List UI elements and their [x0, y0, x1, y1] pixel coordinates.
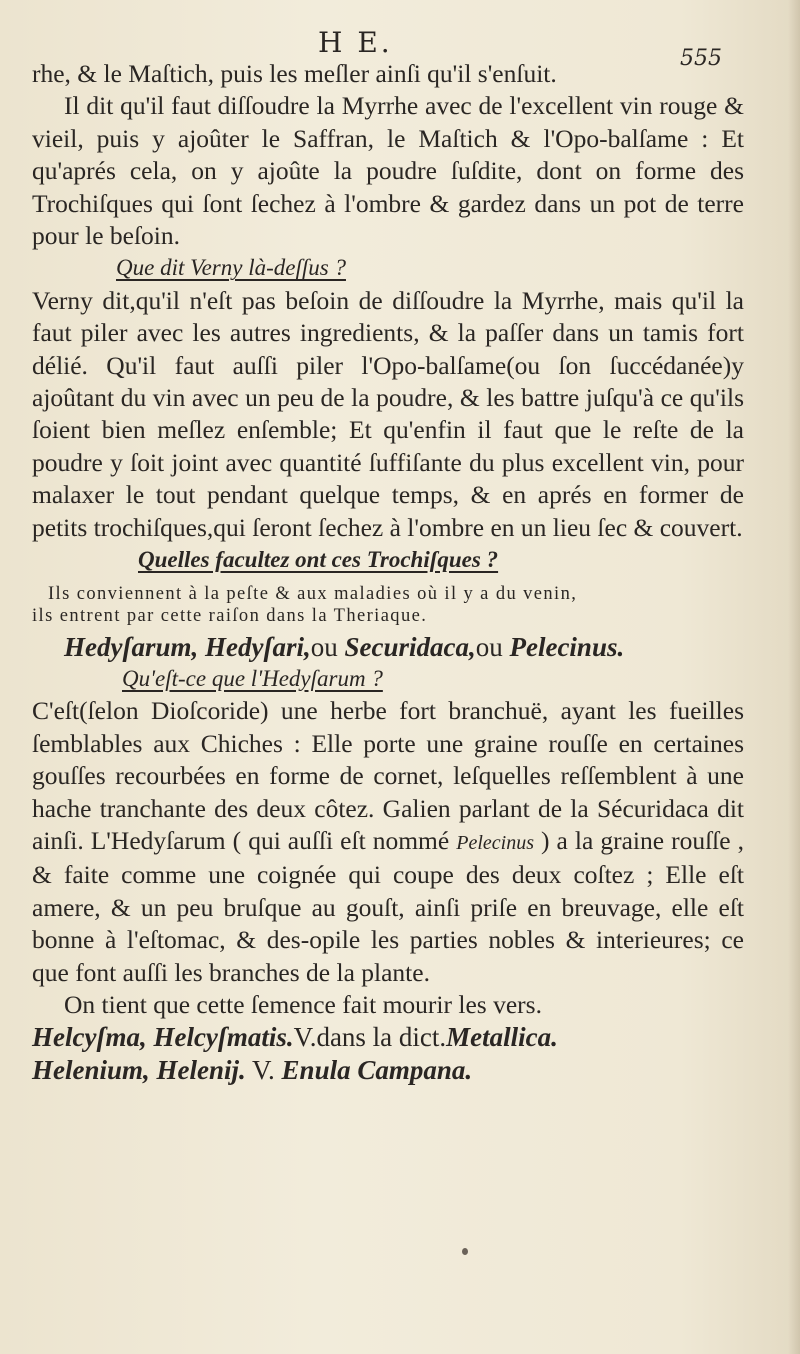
- paragraph-4: [32, 695, 744, 989]
- answer-line-2: ils entrent par cette raiſon dans la Theriaque.: [32, 605, 428, 626]
- entry-part: , Helcyſmatis.: [139, 1022, 294, 1053]
- headword-part: ou: [310, 631, 338, 662]
- headword-hedysarum: [32, 631, 744, 663]
- question-verny: Que dit Verny là-deſſus ?: [116, 255, 346, 281]
- headword-part: Pelecinus.: [502, 631, 625, 662]
- entry-part: , Helenij.: [143, 1054, 246, 1085]
- headword-part: , Hedyſari,: [191, 631, 311, 662]
- headword-part: ou: [475, 631, 503, 662]
- paragraph-4-rest: ) a la graine rouſſe , & faite comme une coignée qui coupe des deux coſtez ; Elle eſt amere, & un peu bruſque au gouſt, ainſi priſe en breuvage, elle eſt bonne à l'eſtomac, & des-opile les parties nobles & interieures; ce que font auſſi les branches de la plante.: [32, 825, 745, 987]
- paragraph-5: On tient que cette ſemence fait mourir les vers.: [64, 989, 542, 1019]
- paragraph-2: Il dit qu'il faut diſſoudre la Myrrhe avec de l'excellent vin rouge & vieil, puis y ajoûter le Saffran, le Maſtich & l'Opo-balſame : Et qu'aprés cela, on y ajoûte la poudre ſuſdite, dont on forme des Trochiſques qui ſont ſechez à l'ombre & gardez dans un pot de terre pour le beſoin.: [32, 91, 744, 251]
- entry-part: Metallica.: [446, 1022, 558, 1053]
- page-number: 555: [680, 46, 722, 71]
- entry-part: V.dans la dict.: [293, 1022, 447, 1053]
- headword-part: Hedyſarum: [64, 631, 192, 662]
- page-edge-shadow: [788, 0, 800, 1354]
- entry-helenium: [32, 1054, 744, 1086]
- entry-part: Enula Campana.: [281, 1054, 473, 1085]
- answer-facultez: [32, 577, 744, 631]
- pelecinus-term: Pelecinus: [456, 831, 534, 854]
- headword-part: Securidaca,: [337, 631, 476, 662]
- entry-part: Helcyſma: [32, 1022, 140, 1053]
- paragraph-3: Verny dit,qu'il n'eſt pas beſoin de diſſoudre la Myrrhe, mais qu'il la faut piler avec les autres ingredients, & la paſſer dans un tamis fort délié. Qu'il faut auſſi piler l'Opo-balſame(ou ſon ſuccédanée)y ajoûtant du vin avec un peu de la poudre, & les battre juſqu'à ce qu'ils ſoient bien meſlez enſemble; Et qu'enfin il faut que le reſte de la poudre y ſoit joint avec quantité ſuffiſante du plus excellent vin, pour malaxer le tout pendant quelque temps, & en aprés en former de petits trochiſques,qui ſeront ſechez à l'ombre en un lieu ſec & couvert.: [32, 285, 744, 542]
- entry-part: V.: [245, 1054, 282, 1085]
- body-text: [32, 58, 744, 1086]
- paragraph-4-text: C'eſt(ſelon Dioſcoride) une herbe fort branchuë, ayant les fueilles ſemblables aux Chiches : Elle porte une graine rouſſe en certaines gouſſes recourbées en forme de cornet, leſquelles reſſemblent à une hache tranchante des deux côtez. Galien parlant de la Sécuridaca dit ainſi. L'Hedyſarum ( qui auſſi eſt nommé: [32, 696, 744, 855]
- question-facultez: Quelles facultez ont ces Trochiſques ?: [138, 547, 499, 573]
- entry-helcysma: [32, 1021, 744, 1053]
- ink-spot: [462, 1248, 468, 1255]
- answer-line-1: Ils conviennent à la peſte & aux maladies où il y a du venin,: [48, 583, 578, 604]
- running-head: H E.: [318, 26, 393, 59]
- question-hedysarum: Qu'eſt-ce que l'Hedyſarum ?: [122, 665, 383, 691]
- entry-part: Helenium: [32, 1054, 144, 1085]
- paragraph-1: rhe, & le Maſtich, puis les meſler ainſi qu'il s'enſuit.: [32, 59, 557, 88]
